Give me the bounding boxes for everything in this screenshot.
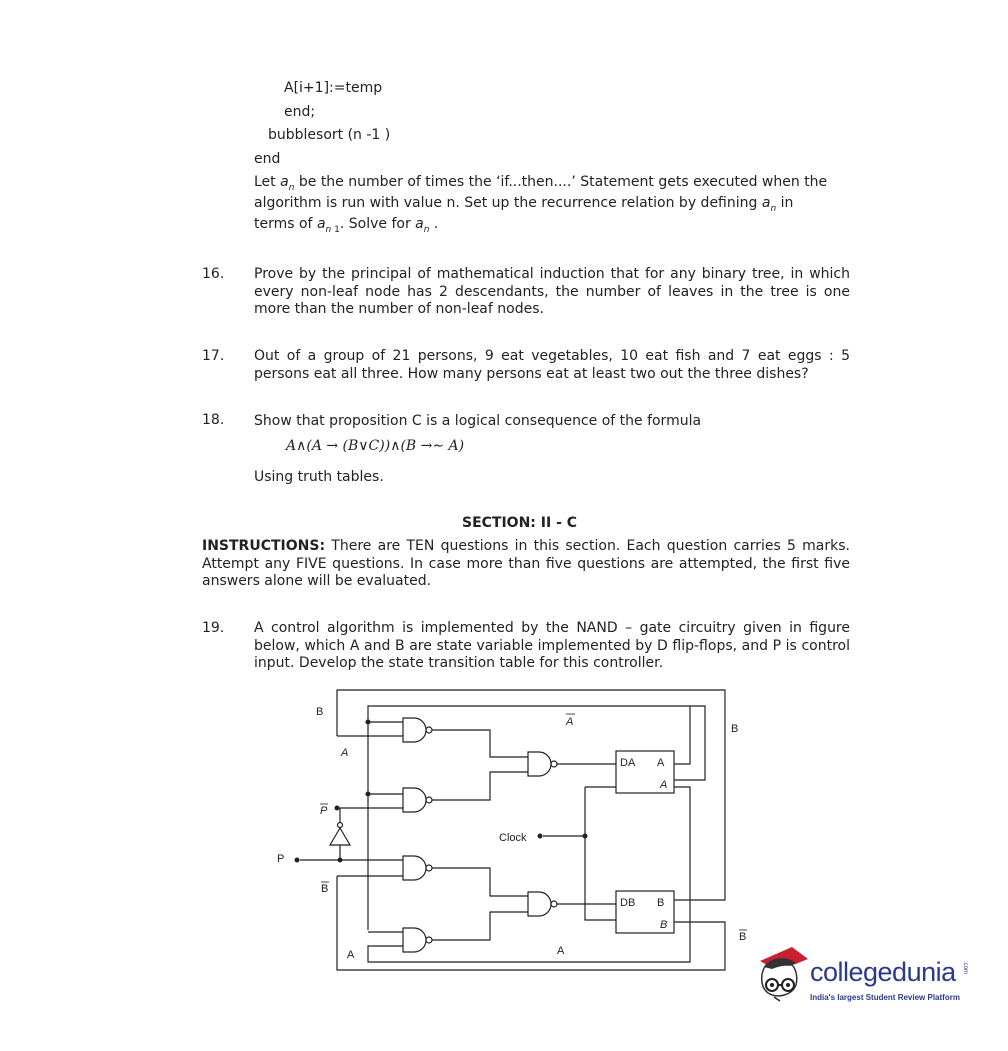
label-a-bottom-left: A bbox=[347, 949, 355, 961]
q15-text-line1: Let $a_n$ be the number of times the ‘if...then....’ Statement gets executed when the bbox=[254, 174, 828, 193]
label-p-bar: P bbox=[320, 805, 328, 817]
label-qb: B bbox=[657, 897, 665, 909]
question-number: 19. bbox=[202, 620, 225, 636]
question-text: Out of a group of 21 persons, 9 eat vegetables, 10 eat fish and 7 eat eggs : 5 persons eat all three. How many persons eat at least two out the three dishes? bbox=[254, 348, 850, 382]
label-b: B bbox=[316, 706, 324, 718]
logo-tagline: India's largest Student Review Platform bbox=[810, 993, 960, 1002]
label-qa: A bbox=[657, 757, 665, 769]
label-da: DA bbox=[620, 757, 636, 769]
code-line: A[i+1]:=temp bbox=[284, 80, 383, 96]
question-text: Prove by the principal of mathematical induction that for any binary tree, in which every non-leaf node has 2 descendants, the number of leaves in the tree is one more than the number of non-leaf nodes. bbox=[254, 266, 850, 317]
code-line: bubblesort (n -1 ) bbox=[268, 127, 391, 143]
label-clock: Clock bbox=[499, 832, 527, 844]
question-number: 17. bbox=[202, 348, 225, 364]
logo-suffix: .com bbox=[962, 961, 968, 975]
label-a: A bbox=[341, 747, 349, 759]
label-qa-bar: A bbox=[660, 779, 668, 791]
q15-text-line3: terms of $a_{n 1}$. Solve for $a_n$ . bbox=[254, 216, 439, 235]
question-tail: Using truth tables. bbox=[254, 469, 384, 485]
label-b-bar-right: B bbox=[739, 931, 747, 943]
question-text: Show that proposition C is a logical consequence of the formula bbox=[254, 413, 702, 429]
collegedunia-logo bbox=[752, 943, 982, 1013]
question-number: 18. bbox=[202, 412, 225, 428]
logo-name: collegedunia bbox=[810, 957, 956, 987]
label-a-bottom: A bbox=[557, 945, 565, 957]
label-db: DB bbox=[620, 897, 636, 909]
question-number: 16. bbox=[202, 266, 225, 282]
question-text: A control algorithm is implemented by the NAND – gate circuitry given in figure below, which A and B are state variable implemented by D flip-flops, and P is control input. Develop the state transition table for this controller. bbox=[254, 620, 850, 671]
q15-text-line2: algorithm is run with value n. Set up the recurrence relation by defining $a_n$ in bbox=[254, 195, 794, 214]
label-b-right: B bbox=[731, 723, 739, 735]
instructions-label: INSTRUCTIONS: bbox=[202, 538, 326, 554]
instructions-text: There are TEN questions in this section. Each question carries 5 marks. Attempt any FIVE questions. In case more than five questions are attempted, the first five answers alone will be evaluated. bbox=[202, 538, 850, 589]
code-line: end; bbox=[284, 104, 316, 120]
section-title: SECTION: II - C bbox=[462, 515, 578, 531]
formula: A∧(A → (B∨C))∧(B →∼ A) bbox=[286, 438, 465, 454]
mascot-icon bbox=[752, 943, 812, 1013]
label-a-bar: A bbox=[566, 716, 574, 728]
label-qb-bar: B bbox=[660, 919, 668, 931]
label-b-bar: B bbox=[321, 883, 329, 895]
label-p: P bbox=[277, 853, 285, 865]
code-line: end bbox=[254, 151, 281, 167]
